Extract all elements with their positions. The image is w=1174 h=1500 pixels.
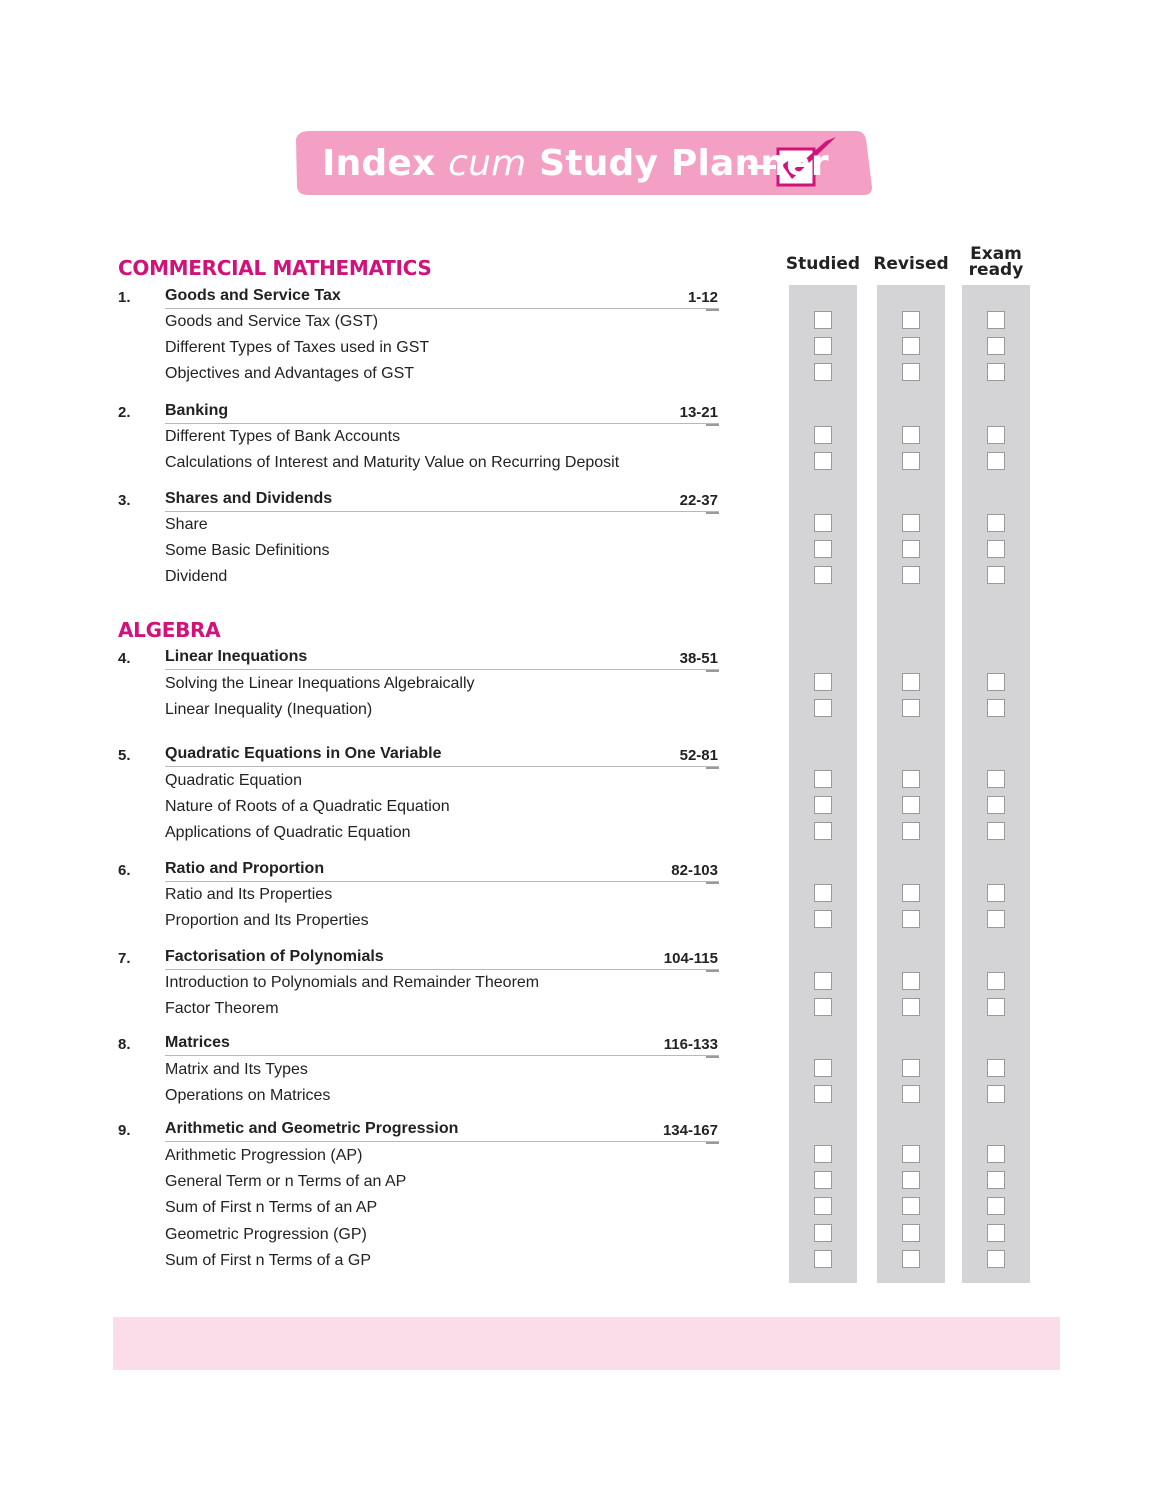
topic-item: Introduction to Polynomials and Remainder Theorem xyxy=(165,974,540,991)
checkbox-revised[interactable] xyxy=(902,1197,920,1215)
topic-item: Nature of Roots of a Quadratic Equation xyxy=(165,798,450,816)
chapter-divider-tick xyxy=(706,882,719,884)
checkbox-revised[interactable] xyxy=(902,514,920,532)
checkbox-exam-ready[interactable] xyxy=(987,673,1005,691)
chapter-title: Linear Inequations xyxy=(165,648,308,665)
checkbox-exam-ready[interactable] xyxy=(987,540,1005,558)
chapter-title: Factorisation of Polynomials xyxy=(165,948,384,965)
chapter-divider xyxy=(165,511,719,512)
title-banner xyxy=(296,131,872,195)
chapter-divider xyxy=(165,969,719,970)
chapter-number: 5. xyxy=(118,747,131,764)
checkbox-revised[interactable] xyxy=(902,311,920,329)
topic-item: Arithmetic Progression (AP) xyxy=(165,1147,363,1164)
checkbox-studied[interactable] xyxy=(814,426,832,444)
checkbox-revised[interactable] xyxy=(902,1171,920,1189)
chapter-title: Matrices xyxy=(165,1034,230,1051)
checkbox-exam-ready[interactable] xyxy=(987,1059,1005,1077)
checkbox-exam-ready[interactable] xyxy=(987,972,1005,990)
checkbox-revised[interactable] xyxy=(902,363,920,381)
chapter-number: 3. xyxy=(118,492,131,509)
topic-item: Share xyxy=(165,516,208,533)
footer-band xyxy=(113,1317,1060,1370)
chapter-pages: 134-167 xyxy=(662,1122,718,1139)
checkbox-studied[interactable] xyxy=(814,673,832,691)
checkbox-studied[interactable] xyxy=(814,540,832,558)
checkbox-studied[interactable] xyxy=(814,998,832,1016)
topic-item: Objectives and Advantages of GST xyxy=(165,365,415,383)
topic-item: Sum of First n Terms of a GP xyxy=(165,1251,371,1269)
chapter-number: 6. xyxy=(118,862,131,879)
checkbox-studied[interactable] xyxy=(814,1224,832,1242)
checkbox-revised[interactable] xyxy=(902,770,920,788)
checkbox-revised[interactable] xyxy=(902,822,920,840)
checkbox-studied[interactable] xyxy=(814,1145,832,1163)
chapter-divider xyxy=(165,766,719,767)
checkbox-studied[interactable] xyxy=(814,796,832,814)
topic-item: Goods and Service Tax (GST) xyxy=(165,313,379,330)
chapter-pages: 82-103 xyxy=(671,862,718,879)
checkbox-revised[interactable] xyxy=(902,1250,920,1268)
checkbox-revised[interactable] xyxy=(902,884,920,902)
checkbox-studied[interactable] xyxy=(814,1085,832,1103)
checkbox-exam-ready[interactable] xyxy=(987,452,1005,470)
checkbox-studied[interactable] xyxy=(814,1171,832,1189)
checkbox-revised[interactable] xyxy=(902,910,920,928)
checkbox-revised[interactable] xyxy=(902,673,920,691)
title-part-1: Index xyxy=(322,143,449,184)
checkbox-revised[interactable] xyxy=(902,1145,920,1163)
checkbox-revised[interactable] xyxy=(902,699,920,717)
title-part-2: cum xyxy=(448,143,527,184)
checkbox-exam-ready[interactable] xyxy=(987,514,1005,532)
chapter-number: 4. xyxy=(118,650,131,667)
chapter-title: Shares and Dividends xyxy=(165,490,333,507)
topic-item: Operations on Matrices xyxy=(165,1087,331,1105)
checkbox-exam-ready[interactable] xyxy=(987,363,1005,381)
checkbox-revised[interactable] xyxy=(902,1059,920,1077)
checkbox-revised[interactable] xyxy=(902,1085,920,1103)
chapter-divider-tick xyxy=(706,1056,719,1058)
checkbox-revised[interactable] xyxy=(902,337,920,355)
column-header-exam-ready: Exam ready xyxy=(968,244,1024,280)
topic-item: Applications of Quadratic Equation xyxy=(165,824,411,842)
chapter-divider xyxy=(165,1141,719,1142)
chapter-divider xyxy=(165,423,719,424)
checkbox-studied[interactable] xyxy=(814,972,832,990)
checkbox-studied[interactable] xyxy=(814,363,832,381)
checkbox-exam-ready[interactable] xyxy=(987,1085,1005,1103)
chapter-divider-tick xyxy=(706,309,719,311)
topic-item: Ratio and Its Properties xyxy=(165,886,333,903)
checkbox-exam-ready[interactable] xyxy=(987,699,1005,717)
topic-item: Solving the Linear Inequations Algebraically xyxy=(165,675,475,692)
topic-item: General Term or n Terms of an AP xyxy=(165,1173,407,1191)
checkbox-exam-ready[interactable] xyxy=(987,822,1005,840)
checkbox-revised[interactable] xyxy=(902,796,920,814)
chapter-title: Quadratic Equations in One Variable xyxy=(165,745,442,762)
chapter-title: Goods and Service Tax xyxy=(165,287,341,304)
page-title xyxy=(322,143,829,184)
title-part-3: Study Planner xyxy=(526,143,829,184)
checkbox-exam-ready[interactable] xyxy=(987,1250,1005,1268)
checkbox-revised[interactable] xyxy=(902,452,920,470)
chapter-divider xyxy=(165,669,719,670)
topic-item: Factor Theorem xyxy=(165,1000,279,1018)
column-header-studied: Studied xyxy=(785,254,861,274)
topic-item: Some Basic Definitions xyxy=(165,542,330,560)
chapter-divider xyxy=(165,308,719,309)
chapter-number: 9. xyxy=(118,1122,131,1139)
checkbox-revised[interactable] xyxy=(902,998,920,1016)
topic-item: Quadratic Equation xyxy=(165,772,302,789)
topic-item: Different Types of Bank Accounts xyxy=(165,428,401,445)
section-heading: ALGEBRA xyxy=(118,618,221,642)
checkbox-studied[interactable] xyxy=(814,311,832,329)
topic-item: Different Types of Taxes used in GST xyxy=(165,339,430,357)
chapter-divider-tick xyxy=(706,424,719,426)
chapter-pages: 52-81 xyxy=(679,747,718,764)
chapter-pages: 13-21 xyxy=(679,404,718,421)
checkbox-studied[interactable] xyxy=(814,566,832,584)
checkbox-exam-ready[interactable] xyxy=(987,1171,1005,1189)
chapter-divider-tick xyxy=(706,767,719,769)
checkbox-studied[interactable] xyxy=(814,884,832,902)
checkbox-studied[interactable] xyxy=(814,452,832,470)
checkbox-revised[interactable] xyxy=(902,566,920,584)
topic-item: Proportion and Its Properties xyxy=(165,912,369,930)
checkbox-studied[interactable] xyxy=(814,822,832,840)
checkbox-exam-ready[interactable] xyxy=(987,770,1005,788)
checkbox-revised[interactable] xyxy=(902,972,920,990)
chapter-pages: 116-133 xyxy=(663,1036,718,1053)
checkbox-exam-ready[interactable] xyxy=(987,998,1005,1016)
checkbox-studied[interactable] xyxy=(814,1250,832,1268)
checkbox-studied[interactable] xyxy=(814,1197,832,1215)
chapter-divider-tick xyxy=(706,1142,719,1144)
chapter-pages: 38-51 xyxy=(679,650,718,667)
checkbox-exam-ready[interactable] xyxy=(987,1145,1005,1163)
chapter-title: Ratio and Proportion xyxy=(165,860,325,877)
chapter-divider-tick xyxy=(706,970,719,972)
checkbox-studied[interactable] xyxy=(814,699,832,717)
checkbox-studied[interactable] xyxy=(814,514,832,532)
chapter-number: 1. xyxy=(118,289,131,306)
checkbox-exam-ready[interactable] xyxy=(987,910,1005,928)
topic-item: Dividend xyxy=(165,568,228,586)
checkbox-revised[interactable] xyxy=(902,426,920,444)
chapter-pages: 1-12 xyxy=(687,289,718,306)
column-header-revised: Revised xyxy=(873,254,949,274)
checkbox-revised[interactable] xyxy=(902,540,920,558)
topic-item: Matrix and Its Types xyxy=(165,1061,308,1078)
checkbox-exam-ready[interactable] xyxy=(987,337,1005,355)
chapter-number: 8. xyxy=(118,1036,131,1053)
checkbox-exam-ready[interactable] xyxy=(987,426,1005,444)
checkbox-exam-ready[interactable] xyxy=(987,311,1005,329)
chapter-number: 7. xyxy=(118,950,131,967)
topic-item: Sum of First n Terms of an AP xyxy=(165,1199,378,1217)
checkbox-exam-ready[interactable] xyxy=(987,796,1005,814)
chapter-title: Arithmetic and Geometric Progression xyxy=(165,1120,459,1137)
checkbox-exam-ready[interactable] xyxy=(987,566,1005,584)
chapter-pages: 104-115 xyxy=(663,950,718,967)
checkbox-studied[interactable] xyxy=(814,910,832,928)
topic-item: Calculations of Interest and Maturity Value on Recurring Deposit xyxy=(165,454,620,472)
checkbox-studied[interactable] xyxy=(814,337,832,355)
checkbox-exam-ready[interactable] xyxy=(987,1224,1005,1242)
chapter-title: Banking xyxy=(165,402,229,419)
checkbox-revised[interactable] xyxy=(902,1224,920,1242)
checkbox-exam-ready[interactable] xyxy=(987,1197,1005,1215)
checkbox-exam-ready[interactable] xyxy=(987,884,1005,902)
checkbox-studied[interactable] xyxy=(814,770,832,788)
topic-item: Geometric Progression (GP) xyxy=(165,1225,367,1243)
chapter-divider-tick xyxy=(706,512,719,514)
chapter-number: 2. xyxy=(118,404,131,421)
topic-item: Linear Inequality (Inequation) xyxy=(165,701,373,719)
checkbox-studied[interactable] xyxy=(814,1059,832,1077)
chapter-divider xyxy=(165,881,719,882)
section-heading: COMMERCIAL MATHEMATICS xyxy=(118,256,432,280)
chapter-pages: 22-37 xyxy=(679,492,718,509)
chapter-divider-tick xyxy=(706,670,719,672)
chapter-divider xyxy=(165,1055,719,1056)
